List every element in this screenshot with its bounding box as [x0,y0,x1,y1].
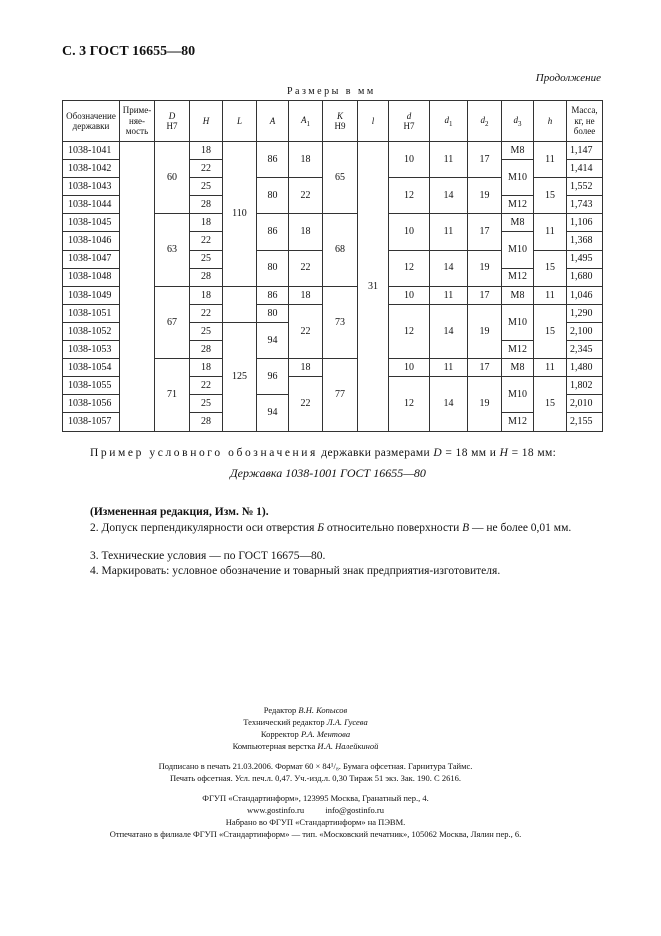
header-mass: Масса, кг, не более [567,101,603,142]
cell-L: 125 [223,322,257,431]
amendment-note: (Измененная редакция, Изм. № 1). [90,506,269,518]
cell-mass: 1,290 [567,304,603,322]
cell-mass: 1,368 [567,232,603,250]
cell-A: 96 [257,359,289,395]
cell-mass: 1,495 [567,250,603,268]
cell-H: 28 [190,413,223,431]
cell-d3: M12 [502,268,534,286]
note-4: 4. Маркировать: условное обозначение и товарный знак предприятия-изготовителя. [90,565,501,577]
cell-d2: 19 [468,178,502,214]
dimensions-caption: Размеры в мм [287,86,376,97]
cell-A1: 18 [289,214,323,250]
cell-d2: 17 [468,214,502,250]
cell-code: 1038-1055 [63,377,120,395]
imprint-typeset: Набрано во ФГУП «Стандартинформ» на ПЭВМ. [225,817,406,827]
cell-K: 77 [323,359,358,431]
cell-mass: 1,552 [567,178,603,196]
cell-code: 1038-1053 [63,341,120,359]
cell-d: 12 [389,377,430,431]
cell-d3: M8 [502,142,534,160]
cell-L: 110 [223,142,257,287]
cell-mass: 2,155 [567,413,603,431]
cell-h: 15 [534,178,567,214]
cell-K: 68 [323,214,358,286]
cell-code: 1038-1041 [63,142,120,160]
cell-A: 86 [257,286,289,304]
cell-H: 18 [190,286,223,304]
cell-K: 73 [323,286,358,358]
cell-mass: 1,147 [567,142,603,160]
cell-mass: 1,046 [567,286,603,304]
header-D: D H7 [155,101,190,142]
cell-H: 18 [190,142,223,160]
cell-mass: 1,680 [567,268,603,286]
cell-d3: M12 [502,413,534,431]
cell-H: 18 [190,214,223,232]
cell-A: 80 [257,178,289,214]
cell-code: 1038-1047 [63,250,120,268]
imprint-web: www.gostinfo.ru info@gostinfo.ru [247,805,384,815]
cell-d: 10 [389,214,430,250]
cell-H: 25 [190,178,223,196]
cell-A: 94 [257,395,289,431]
page-header: С. 3 ГОСТ 16655—80 [62,44,196,59]
header-h: h [534,101,567,142]
header-d: d H7 [389,101,430,142]
cell-code: 1038-1046 [63,232,120,250]
header-d2: $d_2$ [468,101,502,142]
imprint-signed: Подписано в печать 21.03.2006. Формат 60 × 84¹/₈. Бумага офсетная. Гарнитура Таймс. [158,761,473,771]
cell-d3: M10 [502,377,534,413]
cell-d3: M10 [502,304,534,340]
cell-mass: 1,414 [567,160,603,178]
cell-d2: 17 [468,142,502,178]
cell-d1: 11 [430,142,468,178]
cell-d2: 17 [468,359,502,377]
cell-d2: 19 [468,304,502,358]
imprint-corrector: Корректор Р.А. Ментова [260,729,351,739]
header-H: H [190,101,223,142]
cell-D: 67 [155,286,190,358]
cell-code: 1038-1043 [63,178,120,196]
header-A: A [257,101,289,142]
cell-A1: 22 [289,250,323,286]
cell-h: 15 [534,250,567,286]
cell-code: 1038-1048 [63,268,120,286]
imprint-publisher: ФГУП «Стандартинформ», 123995 Москва, Гранатный пер., 4. [202,793,429,803]
imprint-print: Печать офсетная. Усл. печ.л. 0,47. Уч.-изд.л. 0,30 Тираж 51 экз. Зак. 190. С 2616. [170,773,461,783]
imprint-editor: Редактор В.Н. Копысов [263,705,348,715]
cell-A1: 18 [289,359,323,377]
cell-d: 10 [389,359,430,377]
cell-H: 22 [190,377,223,395]
cell-d3: M10 [502,232,534,268]
cell-d1: 11 [430,286,468,304]
cell-applicability [120,142,155,432]
cell-H: 28 [190,341,223,359]
cell-h: 15 [534,304,567,358]
cell-A1: 18 [289,142,323,178]
cell-A1: 22 [289,178,323,214]
cell-d1: 14 [430,304,468,358]
example-intro: Пример условного обозначения державки размерами D = 18 мм и H = 18 мм: [90,447,557,459]
cell-D: 63 [155,214,190,286]
cell-H: 25 [190,250,223,268]
cell-l: 31 [358,142,389,432]
table-header-row [63,101,603,142]
cell-code: 1038-1042 [63,160,120,178]
continuation-label: Продолжение [535,72,601,84]
cell-H: 22 [190,160,223,178]
cell-D: 60 [155,142,190,214]
cell-mass: 1,743 [567,196,603,214]
cell-H: 18 [190,359,223,377]
example-designation: Державка 1038-1001 ГОСТ 16655—80 [230,466,426,480]
cell-K: 65 [323,142,358,214]
cell-d3: M12 [502,196,534,214]
imprint-tech-editor: Технический редактор Л.А. Гусева [243,717,368,727]
imprint-printed: Отпечатано в филиале ФГУП «Стандартинформ» — тип. «Московский печатник», 105062 Москва, Лялин пер., 6. [109,829,522,839]
header-applicability: Приме-няе-мость [120,101,155,142]
cell-H: 28 [190,268,223,286]
cell-h: 15 [534,377,567,431]
table-row [63,142,603,160]
cell-code: 1038-1044 [63,196,120,214]
cell-d1: 14 [430,250,468,286]
cell-H: 25 [190,322,223,340]
cell-A: 86 [257,142,289,178]
cell-A: 86 [257,214,289,250]
cell-d3: M8 [502,214,534,232]
cell-d: 12 [389,178,430,214]
cell-d: 10 [389,286,430,304]
cell-d2: 19 [468,250,502,286]
cell-h: 11 [534,286,567,304]
cell-code: 1038-1056 [63,395,120,413]
cell-d: 12 [389,304,430,358]
cell-d2: 17 [468,286,502,304]
cell-h: 11 [534,359,567,377]
cell-code: 1038-1049 [63,286,120,304]
cell-A1: 22 [289,377,323,431]
cell-mass: 2,010 [567,395,603,413]
cell-mass: 2,100 [567,322,603,340]
cell-A: 94 [257,322,289,358]
cell-H: 28 [190,196,223,214]
cell-d: 10 [389,142,430,178]
header-l: l [358,101,389,142]
note-2: 2. Допуск перпендикулярности оси отверстия Б относительно поверхности В — не более 0,01 мм. [90,522,572,534]
note-3: 3. Технические условия — по ГОСТ 16675—80. [90,550,326,562]
cell-H: 22 [190,304,223,322]
imprint-layout: Компьютерная верстка И.А. Налейкиной [232,741,379,751]
cell-code: 1038-1051 [63,304,120,322]
cell-d1: 11 [430,359,468,377]
cell-A: 80 [257,250,289,286]
cell-d3: M10 [502,160,534,196]
cell-mass: 1,480 [567,359,603,377]
cell-d3: M12 [502,341,534,359]
dimensions-table [62,100,603,432]
cell-mass: 2,345 [567,341,603,359]
cell-h: 11 [534,142,567,178]
cell-code: 1038-1057 [63,413,120,431]
header-A1: $A_1$ [289,101,323,142]
header-L: L [223,101,257,142]
header-d1: $d_1$ [430,101,468,142]
cell-h: 11 [534,214,567,250]
cell-A1: 18 [289,286,323,304]
cell-A1: 22 [289,304,323,358]
cell-H: 25 [190,395,223,413]
cell-d: 12 [389,250,430,286]
cell-mass: 1,106 [567,214,603,232]
cell-mass: 1,802 [567,377,603,395]
cell-code: 1038-1045 [63,214,120,232]
cell-d3: M8 [502,286,534,304]
cell-code: 1038-1052 [63,322,120,340]
cell-d2: 19 [468,377,502,431]
cell-H: 22 [190,232,223,250]
cell-A: 80 [257,304,289,322]
header-K: K H9 [323,101,358,142]
cell-d1: 14 [430,377,468,431]
cell-code: 1038-1054 [63,359,120,377]
cell-d3: M8 [502,359,534,377]
header-designation: Обозначение державки [63,101,120,142]
header-d3: $d_3$ [502,101,534,142]
cell-D: 71 [155,359,190,431]
cell-d1: 11 [430,214,468,250]
cell-d1: 14 [430,178,468,214]
cell-L-blank [223,286,257,322]
